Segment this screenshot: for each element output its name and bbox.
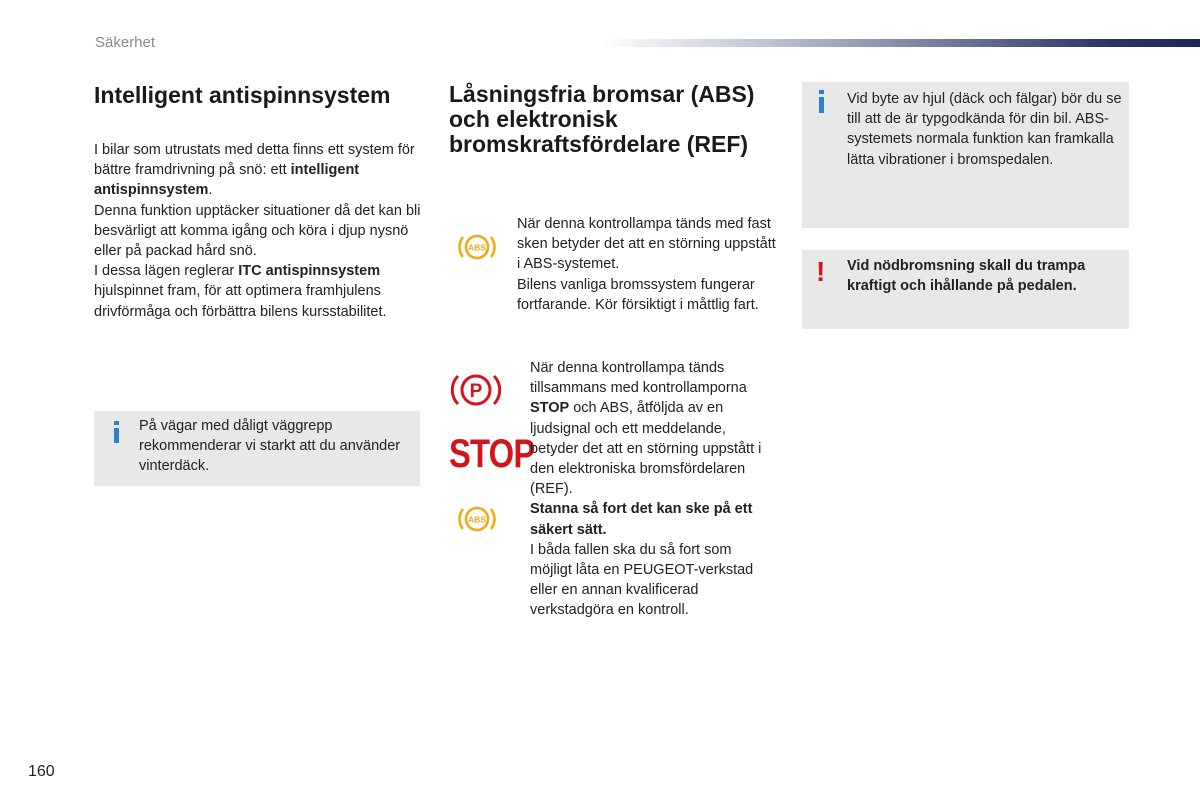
winter-tyre-info-box (94, 411, 420, 486)
bold-term: STOP (530, 400, 570, 417)
abs-icon-label: ABS (468, 514, 486, 525)
antispin-paragraph-3 (94, 261, 424, 322)
abs-paragraph-2: Bilens vanliga bromssystem fungerar fortfarande. Kör försiktigt i måttlig fart. (517, 276, 759, 313)
ref-lamp-description (530, 358, 775, 621)
warning-icon: ! (816, 256, 826, 287)
text-run: och ABS, åtföljda av en ljudsignal och ett meddelande, betyder det att en störning uppstått i den elektroniska bromsfördelaren (REF). (530, 400, 762, 498)
antispin-paragraph-1 (94, 140, 424, 201)
wheel-change-info-box (802, 82, 1129, 228)
abs-paragraph-1: När denna kontrollampa tänds med fast sken betyder det att en störning uppstått i ABS-systemet. (517, 216, 776, 273)
info-icon (114, 428, 119, 443)
stop-warning-lamp-icon: STOP (449, 432, 535, 476)
ref-paragraph-3: I båda fallen ska du så fort som möjligt låta en PEUGEOT-verkstad eller en annan kvalificerad verkstadgöra en kontroll. (530, 541, 754, 619)
abs-warning-lamp-icon (457, 230, 497, 264)
abs-icon-label: ABS (468, 242, 486, 253)
heading-abs-ref: Låsningsfria bromsar (ABS) och elektronisk bromskraftsfördelare (REF) (449, 81, 755, 157)
text-run: När denna kontrollampa tänds tillsammans med kontrollamporna (530, 360, 747, 397)
info-text: Vid byte av hjul (däck och fälgar) bör du se till att de är typgodkända för din bil. ABS-systemets normala funktion kan framkalla lätta vibrationer i bromspedalen. (847, 91, 1122, 168)
bold-term: intelligent antispinnsystem (94, 162, 360, 199)
section-label: Säkerhet (95, 34, 156, 51)
abs-lamp-description (517, 214, 777, 315)
info-text: På vägar med dåligt väggrepp rekommenderar vi starkt att du använder vinterdäck. (139, 418, 401, 475)
antispin-body (94, 140, 424, 322)
text-run: I dessa lägen reglerar (94, 263, 239, 280)
header-bar (600, 39, 1200, 47)
info-icon (819, 97, 824, 113)
antispin-paragraph-2: Denna funktion upptäcker situationer då det kan bli besvärligt att komma igång och köra i djup nysnö eller på packad hård snö. (94, 202, 421, 260)
emergency-braking-warning-box (802, 250, 1129, 329)
heading-antispin: Intelligent antispinnsystem (94, 82, 391, 108)
ref-paragraph-1 (530, 358, 775, 499)
ref-paragraph-2 (530, 499, 775, 539)
text-run: I bilar som utrustats med detta finns ett system för bättre framdrivning på snö: ett (94, 142, 415, 179)
page-number: 160 (28, 763, 55, 780)
park-icon-label: P (469, 381, 483, 402)
warning-text: Vid nödbromsning skall du trampa kraftigt och ihållande på pedalen. (847, 258, 1086, 295)
bold-instruction: Stanna så fort det kan ske på ett säkert sätt. (530, 501, 753, 538)
bold-term: ITC antispinnsystem (238, 263, 381, 280)
abs-warning-lamp-icon-2 (457, 502, 497, 536)
brake-warning-lamp-icon (449, 369, 503, 411)
text-run: hjulspinnet fram, för att optimera framhjulens drivförmåga och förbättra bilens kursstabilitet. (94, 283, 387, 320)
text-run: . (208, 182, 213, 199)
